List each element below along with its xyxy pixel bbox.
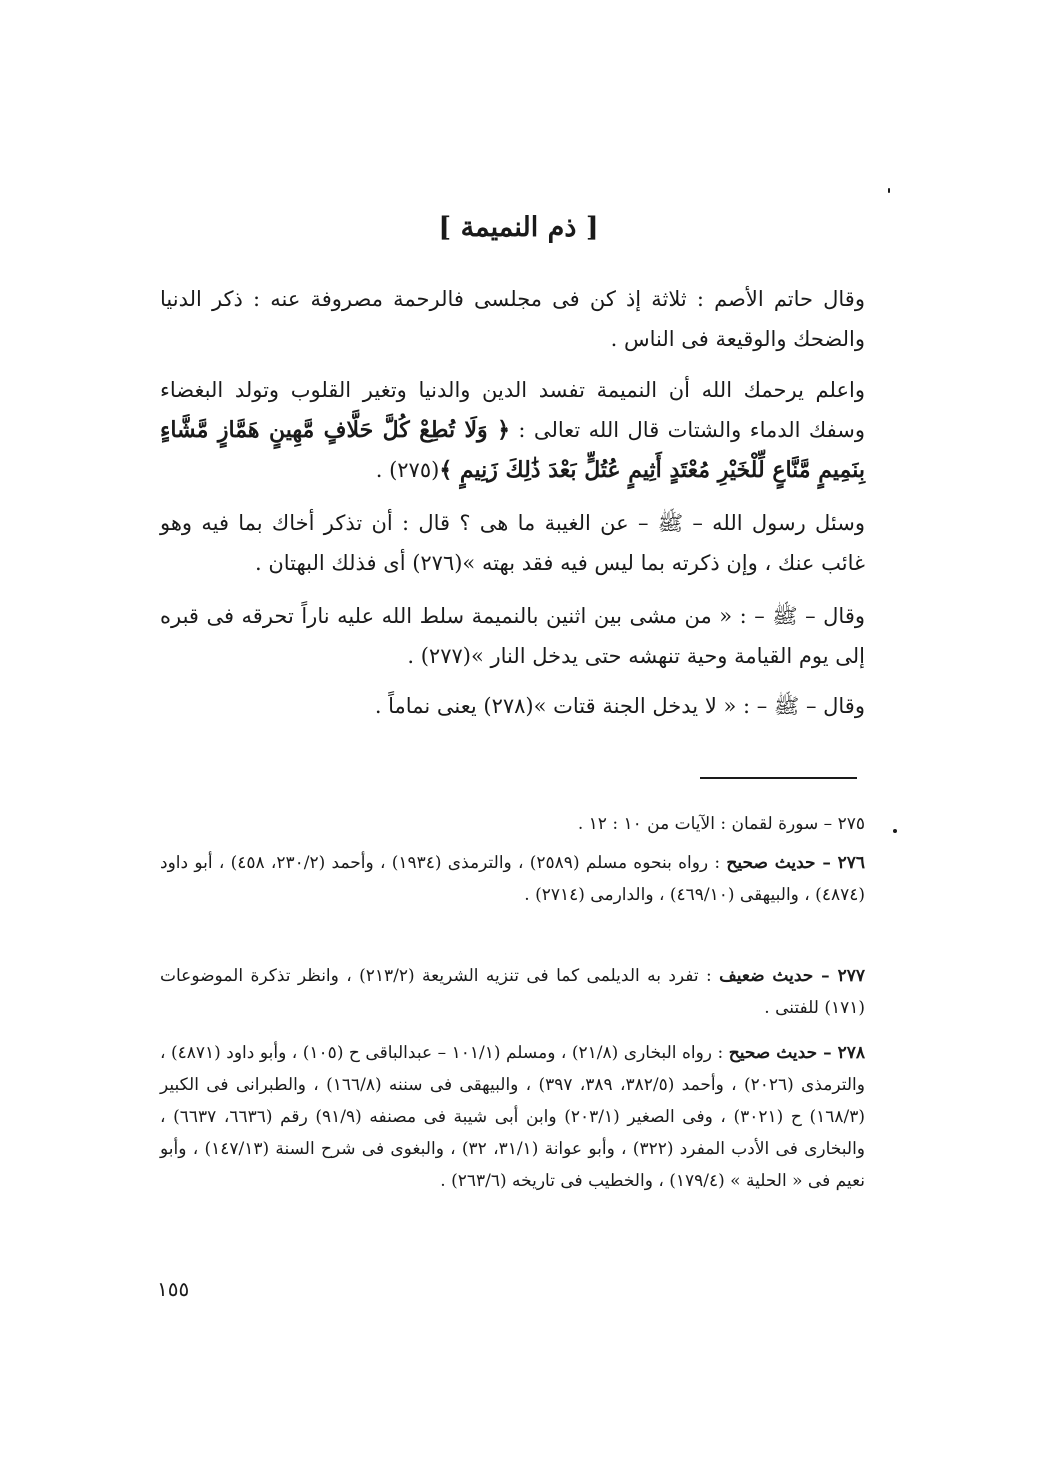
quran-verse: ﴿ وَلَا تُطِعْ كُلَّ حَلَّافٍ مَّهِينٍ هَمَّازٍ مَّشَّاءٍ بِنَمِيمٍ مَّنَّاعٍ لِّلْخَيْرِ مُعْتَدٍ أَثِيمٍ عُتُلٍّ بَعْدَ ذَٰلِكَ زَنِيمٍ ﴾ — [160, 417, 865, 483]
paragraph-text-before: واعلم يرحمك الله أن النميمة تفسد الدين والدنيا وتغير القلوب وتولد البغضاء وسفك الدماء والشتات قال الله تعالى : — [160, 378, 865, 442]
footnote-ref: (٢٧٥) . — [375, 458, 440, 482]
footnote-text — [160, 847, 865, 911]
paragraph-1 — [160, 279, 865, 359]
paragraph-text: وقال حاتم الأصم : ثلاثة إذ كن فى مجلسى فالرحمة مصروفة عنه : ذكر الدنيا والضحك والوقيعة فى الناس . — [160, 287, 865, 351]
page-number: ١٥٥ — [157, 1277, 190, 1301]
footnote-label: ٢٧٦ – حديث صحيح — [726, 853, 866, 873]
paragraph-2 — [160, 370, 865, 490]
footnote-276 — [160, 847, 865, 911]
paragraph-text: وسئل رسول الله – ﷺ – عن الغيبة ما هى ؟ قال : أن تذكر أخاك بما فيه وهو غائب عنك ، وإن ذكرته بما ليس فيه فقد بهته »(٢٧٦) أى فذلك البهتان . — [160, 511, 865, 575]
footnote-label: ٢٧٧ – حديث ضعيف — [719, 966, 865, 986]
footnote-body: : رواه البخارى (٢١/٨) ، ومسلم (١٠١/١ – عبدالباقى ح (١٠٥) ، وأبو داود (٤٨٧١) ، والترمذى (٢٠٢٦) ، وأحمد (٣٨٢/٥، ٣٨٩، ٣٩٧) ، والبيهقى فى سننه (١٦٦/٨) ، والطبرانى فى الكبير (١٦٨/٣) ح (٣٠٢١) ، وفى الصغير (٢٠٣/١) وابن أبى شيبة فى مصنفه (٩١/٩) رقم (٦٦٣٦، ٦٦٣٧) ، والبخارى فى الأدب المفرد (٣٢٢) ، وأبو عوانة (٣١/١، ٣٢) ، والبغوى فى شرح السنة (١٤٧/١٣) ، وأبو نعيم فى « الحلية » (١٧٩/٤) ، والخطيب فى تاريخه (٢٦٣/٦) . — [160, 1043, 866, 1191]
paragraph-text: وقال – ﷺ – : « لا يدخل الجنة قتات »(٢٧٨) يعنى نماماً . — [374, 694, 865, 718]
footnote-body: : تفرد به الديلمى كما فى تنزيه الشريعة (٢١٣/٢) ، وانظر تذكرة الموضوعات (١٧١) للفتنى . — [160, 966, 865, 1018]
paragraph-3 — [160, 503, 865, 583]
footnote-text — [160, 960, 865, 1024]
stray-dot — [893, 829, 897, 833]
footnote-text — [160, 1037, 865, 1197]
footnote-277 — [160, 960, 865, 1024]
footnote-body: : رواه بنحوه مسلم (٢٥٨٩) ، والترمذى (١٩٣٤) ، وأحمد (٢٣٠/٢، ٤٥٨) ، أبو داود (٤٨٧٤) ، والبيهقى (٤٦٩/١٠) ، والدارمى (٢٧١٤) . — [160, 853, 865, 905]
paragraph-5 — [160, 686, 865, 726]
paragraph-text — [160, 370, 865, 490]
footnote-text: ٢٧٥ – سورة لقمان : الآيات من ١٠ : ١٢ . — [577, 814, 865, 834]
footnote-278 — [160, 1037, 865, 1197]
stray-mark — [888, 188, 890, 193]
footnote-275 — [160, 808, 865, 840]
paragraph-4 — [160, 596, 865, 676]
paragraph-text: وقال – ﷺ – : « من مشى بين اثنين بالنميمة سلط الله عليه ناراً تحرقه فى قبره إلى يوم القيامة وحية تنهشه حتى يدخل النار »(٢٧٧) . — [160, 604, 866, 668]
footnote-label: ٢٧٨ – حديث صحيح — [728, 1043, 866, 1063]
footnote-separator — [700, 777, 857, 779]
section-title: [ ذم النميمة ] — [438, 212, 599, 243]
